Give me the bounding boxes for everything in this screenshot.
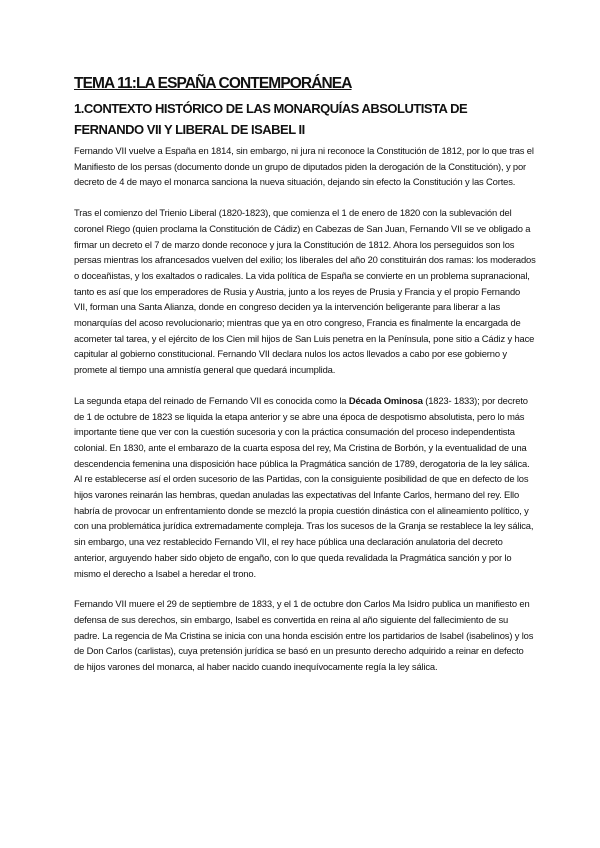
- paragraph-4: Fernando VII muere el 29 de septiembre de 1833, y el 1 de octubre don Carlos Ma Isidro publica un manifiesto en defensa de sus derechos, sin embargo, Isabel es convertida en reina al año siguiente del fallecimiento de su padre. La regencia de Ma Cristina se inicia con una honda escisión entre los partidarios de Isabel (isabelinos) y los de Don Carlos (carlistas), cuya pretensión jurídica se basó en un presunto derecho adquirido a reinar en defecto de hijos varones del monarca, al haber nacido cuando inequívocamente regía la ley sálica.: [74, 598, 534, 673]
- decada-ominosa-term: Década Ominosa: [348, 394, 423, 406]
- paragraph-3: [74, 393, 536, 581]
- paragraph-1: Fernando VII vuelve a España en 1814, sin embargo, ni jura ni reconoce la Constitución de 1812, por lo que tras el Manifiesto de los persas (documento donde un grupo de diputados piden la derogación de la Constitución), y por decreto de 4 de mayo el monarca sanciona la nueva situación, dejando sin efecto la Constitución y las Cortes.: [74, 145, 534, 188]
- paragraph-3-text-start: La segunda etapa del reinado de Fernando VII es conocida como la: [74, 394, 349, 406]
- document-title: TEMA 11:LA ESPAÑA CONTEMPORÁNEA: [74, 75, 352, 92]
- document-body: [74, 74, 536, 690]
- paragraph-2: Tras el comienzo del Trienio Liberal (1820-1823), que comienza el 1 de enero de 1820 con la sublevación del coronel Riego (quien proclama la Constitución de Cádiz) en Cabezas de San Juan, Fernando VII se ve obligado a firmar un decreto el 7 de marzo donde reconoce y jura la Constitución de 1812. Ahora los perseguidos son los persas mientras los afrancesados vuelven del exilio; los liberales del año 20 constituirán dos ramas: los moderados o doceañistas, y los exaltados o radicales. La vida política de España se convierte en un problema supranacional, tanto es así que los emperadores de Rusia y Austria, junto a los reyes de Prusia y Francia y el propio Fernando VII, forman una Santa Alianza, donde en congreso deciden ya la intervención beligerante para liberar a las monarquías del acoso revolucionario; mientras que ya en otro congreso, Francia es finalmente la encargada de acometer tal tarea, y el ejército de los Cien mil hijos de San Luis penetra en la Península, pone sitio a Cádiz y hace capitular al gobierno constitucional. Fernando VII declara nulos los actos llevados a cabo por ese gobierno y promete al tiempo una amnistía general que quedará incumplida.: [74, 207, 536, 376]
- section-heading: 1.CONTEXTO HISTÓRICO DE LAS MONARQUÍAS ABSOLUTISTA DE FERNANDO VII Y LIBERAL DE ISABEL II: [74, 101, 468, 137]
- paragraph-3-text-end: (1823- 1833); por decreto de 1 de octubre de 1823 se liquida la etapa anterior y se abre una época de despotismo absolutista, pero lo más importante tiene que ver con la cuestión sucesoria y con la práctica consumación del proceso independentista colonial. En 1830, ante el embarazo de la cuarta esposa del rey, Ma Cristina de Borbón, y la eventualidad de una descendencia femenina una disposición hace pública la Pragmática sanción de 1789, derogatoria de la ley sálica. Al re establecerse así el orden sucesorio de las Partidas, con la consiguiente posibilidad de que en defecto de los hijos varones reinarán las hembras, quedan anuladas las expectativas del Infante Carlos, hermano del rey. Ello habría de provocar un enfrentamiento donde se mezcló la propia cuestión dinástica con el alineamiento político, y con una problemática jurídica extremadamente compleja. Tras los sucesos de la Granja se restablece la ley sálica, sin embargo, una vez restablecido Fernando VII, el rey hace pública una declaración anulatoria del decreto anterior, arguyendo haber sido objeto de engaño, con lo que queda revalidada la Pragmática sanción y por lo mismo el derecho a Isabel a heredar el trono.: [74, 394, 534, 579]
